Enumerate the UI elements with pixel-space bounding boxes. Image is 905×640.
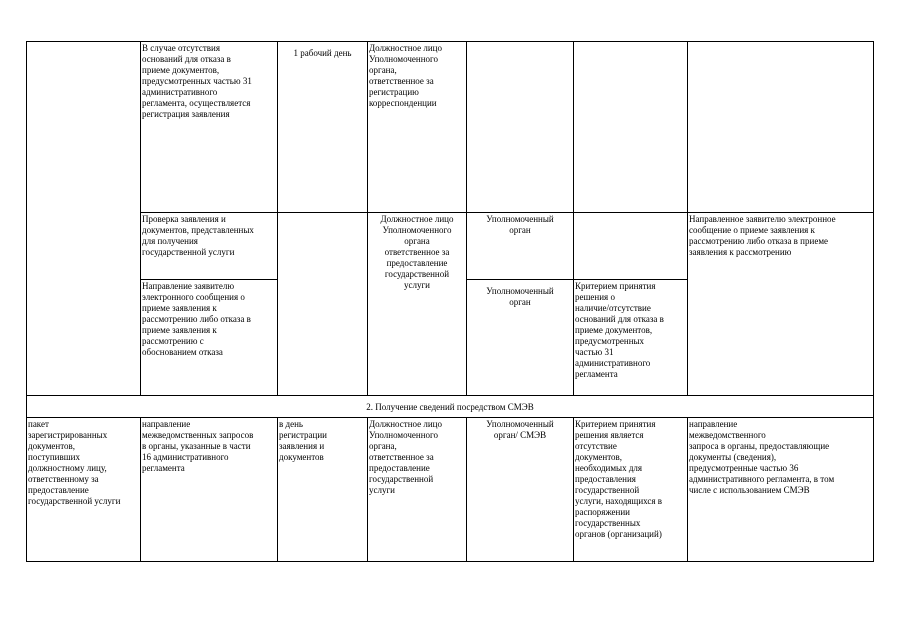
table-cell: Должностное лицо Уполномоченного органа, ответственное за регистрацию корреспонденции	[368, 42, 467, 213]
table-cell	[467, 42, 574, 213]
table-cell: Проверка заявления и документов, представленных для получения государственной услуги	[141, 213, 278, 280]
table-cell	[278, 213, 368, 396]
table-cell: Уполномоченный орган	[467, 213, 574, 280]
table-row	[27, 396, 874, 418]
table-cell: Критерием принятия решения о наличие/отсутствие оснований для отказа в приеме документов, предусмотренных частью 31 административного регламента	[574, 280, 688, 396]
table-cell: в день регистрации заявления и документов	[278, 418, 368, 562]
table-cell	[27, 42, 141, 396]
table-cell: Уполномоченный орган/ СМЭВ	[467, 418, 574, 562]
table-cell: Должностное лицо Уполномоченного органа ответственное за предоставление государственной услуги	[368, 213, 467, 396]
table-cell: Должностное лицо Уполномоченного органа, ответственное за предоставление государственной услуги	[368, 418, 467, 562]
table-cell: В случае отсутствия оснований для отказа в приеме документов, предусмотренных частью 31 административного регламента, осуществляется регистрация заявления	[141, 42, 278, 213]
table-cell: Критерием принятия решения является отсутствие документов, необходимых для предоставления государственной услуги, находящихся в распоряжении государственных органов (организаций)	[574, 418, 688, 562]
section-title: 2. Получение сведений посредством СМЭВ	[27, 396, 874, 418]
table-cell: Уполномоченный орган	[467, 280, 574, 396]
table-cell: направление межведомственных запросов в органы, указанные в части 16 административного регламента	[141, 418, 278, 562]
table-cell	[574, 213, 688, 280]
table-cell: 1 рабочий день	[278, 42, 368, 213]
table-row	[27, 42, 874, 213]
procedure-table	[26, 41, 874, 562]
table-cell	[688, 42, 874, 213]
table-row	[27, 418, 874, 562]
table-cell	[574, 42, 688, 213]
table-cell: пакет зарегистрированных документов, поступивших должностному лицу, ответственному за предоставление государственной услуги	[27, 418, 141, 562]
table-row	[27, 213, 874, 280]
table-cell: Направление заявителю электронного сообщения о приеме заявления к рассмотрению либо отказа в приеме заявления к рассмотрению с обоснованием отказа	[141, 280, 278, 396]
table-cell: Направленное заявителю электронное сообщение о приеме заявления к рассмотрению либо отказа в приеме заявления к рассмотрению	[688, 213, 874, 396]
table-cell: направление межведомственного запроса в органы, предоставляющие документы (сведения), предусмотренные частью 36 административного регламента, в том числе с использованием СМЭВ	[688, 418, 874, 562]
